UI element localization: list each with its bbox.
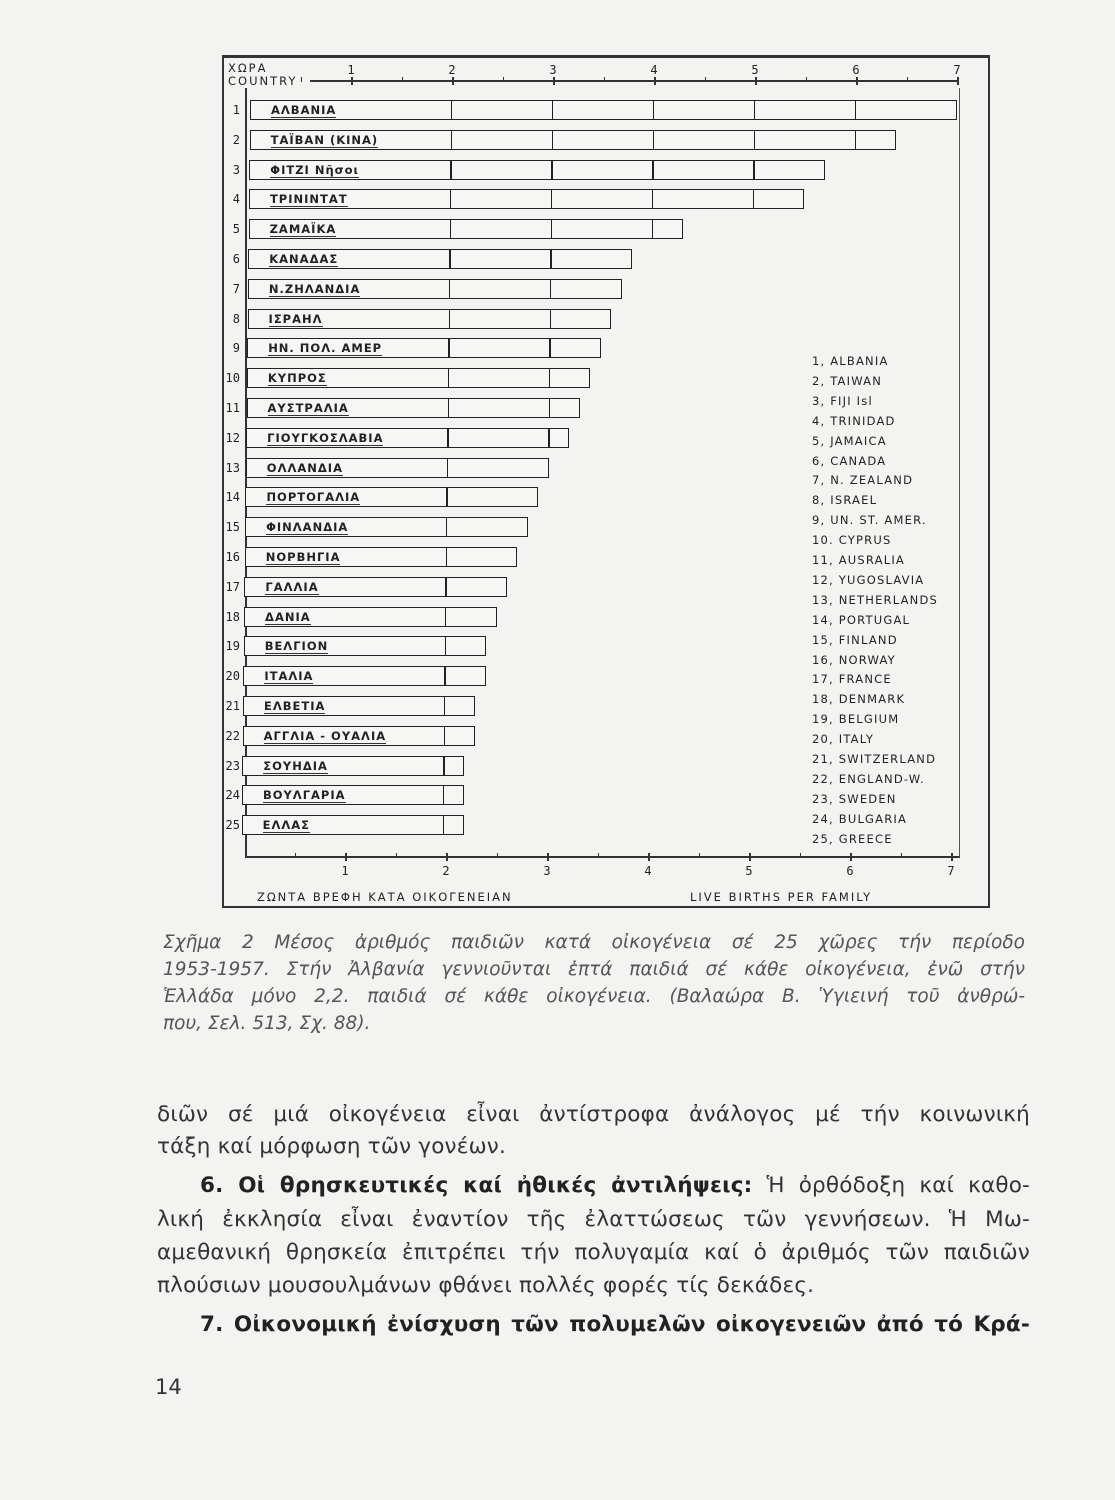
bar-17 <box>244 577 507 597</box>
top-axis-tick-label: 2 <box>448 63 456 77</box>
country-header-en: COUNTRY <box>228 74 298 88</box>
row-number: 24 <box>225 788 240 803</box>
x-axis-title-en: LIVE BIRTHS PER FAMILY <box>690 890 873 904</box>
top-axis-tick-label: 6 <box>852 63 860 77</box>
paragraph-7-heading <box>200 1312 1030 1337</box>
bar-9 <box>247 338 601 358</box>
row-number: 11 <box>225 401 240 415</box>
bar-segment-divider <box>447 429 448 447</box>
paragraph-7-heading-text: 7. Οἰκονομική ἐνίσχυση τῶν πολυμελῶν οἰκογενειῶν ἀπό τό Κρά- <box>200 1312 1030 1337</box>
bar-label: ΒΟΥΛΓΑΡΙΑ <box>262 788 346 803</box>
bar-24 <box>242 785 464 805</box>
bar-label: ΕΛΛΑΣ <box>262 818 311 833</box>
bar-16 <box>245 547 518 567</box>
bar-segment-divider <box>549 399 550 417</box>
top-axis-minor-tick <box>705 77 707 82</box>
bar-4 <box>249 189 805 209</box>
bar-22 <box>243 726 475 746</box>
bar-1 <box>250 100 957 120</box>
row-number: 23 <box>225 758 240 773</box>
bar-label: ΙΤΑΛΙΑ <box>264 669 314 684</box>
bar-label: ΙΣΡΑΗΛ <box>268 311 323 326</box>
bar-segment-divider <box>652 161 653 179</box>
bar-label: ΦΙΝΛΑΝΔΙΑ <box>266 520 349 535</box>
page-number: 14 <box>155 1375 182 1399</box>
bottom-axis-tick <box>749 853 751 861</box>
row-number: 12 <box>225 430 240 445</box>
row-number: 17 <box>225 579 240 594</box>
top-axis-tick <box>856 77 858 85</box>
bottom-axis-tick <box>850 853 852 861</box>
bar-label: ΣΟΥΗΔΙΑ <box>263 758 328 773</box>
bottom-axis-tick <box>547 853 549 861</box>
bar-segment-divider <box>549 339 550 357</box>
bottom-axis-minor-tick <box>598 853 600 858</box>
legend-item: 1, ALBANIA <box>812 354 889 368</box>
bar-label: ΑΥΣΤΡΑΛΙΑ <box>267 401 349 415</box>
bottom-axis-tick <box>446 853 448 861</box>
legend-item: 2, TAIWAN <box>812 373 883 388</box>
bar-label: ΓΑΛΛΙΑ <box>265 579 319 594</box>
legend-item: 12, YUGOSLAVIA <box>812 572 925 587</box>
bottom-axis-tick-label: 3 <box>543 864 551 878</box>
bar-segment-divider <box>449 280 450 298</box>
body-line: αμεθανική θρησκεία ἐπιτρέπει τήν πολυγαμία καί ὁ ἀριθμός τῶν παιδιῶν <box>157 1240 1030 1265</box>
bar-segment-divider <box>443 786 444 804</box>
bottom-axis-minor-tick <box>800 853 802 858</box>
top-axis-minor-tick <box>604 77 606 82</box>
bar-21 <box>243 696 475 716</box>
bar-8 <box>248 309 612 329</box>
bar-segment-divider <box>448 339 449 357</box>
bar-label: ΕΛΒΕΤΙΑ <box>264 699 326 713</box>
bar-segment-divider <box>445 608 446 626</box>
bar-label: ΤΑΪΒΑΝ (ΚΙΝΑ) <box>270 132 379 147</box>
bar-segment-divider <box>448 369 449 387</box>
legend-item: 4, TRINIDAD <box>812 413 896 428</box>
bar-segment-divider <box>446 488 447 506</box>
bar-segment-divider <box>449 310 450 328</box>
country-header <box>228 62 297 88</box>
bar-segment-divider <box>653 131 654 149</box>
bar-segment-divider <box>450 220 451 238</box>
bar-segment-divider <box>550 310 551 328</box>
bar-23 <box>242 756 464 776</box>
bar-segment-divider <box>450 161 451 179</box>
bottom-axis-tick <box>648 853 650 861</box>
row-number: 16 <box>225 550 240 564</box>
bar-segment-divider <box>448 399 449 417</box>
bar-segment-divider <box>446 518 447 536</box>
bar-label: ΠΟΡΤΟΓΑΛΙΑ <box>266 490 361 505</box>
bar-18 <box>244 607 497 627</box>
top-axis-minor-tick <box>806 77 808 82</box>
bar-segment-divider <box>449 250 450 268</box>
row-number: 7 <box>232 281 240 296</box>
bar-segment-divider <box>552 131 553 149</box>
bar-15 <box>245 517 528 537</box>
bar-segment-divider <box>753 161 754 179</box>
row-number: 18 <box>225 609 240 624</box>
row-number: 9 <box>232 341 240 356</box>
legend-item: 14, PORTUGAL <box>812 612 911 627</box>
bar-segment-divider <box>652 190 653 208</box>
bar-segment-divider <box>551 220 552 238</box>
legend-item: 13, NETHERLANDS <box>812 592 939 607</box>
bar-label: ΚΑΝΑΔΑΣ <box>269 252 339 266</box>
body-line: διῶν σέ μιά οἰκογένεια εἶναι ἀντίστροφα ἀνάλογος μέ τήν κοινωνική <box>157 1102 1030 1127</box>
caption-line: Σχῆμα 2 Μέσος ἀριθμός παιδιῶν κατά οἰκογένεια σέ 25 χῶρες τήν περίοδο <box>163 932 1025 953</box>
top-axis-minor-tick <box>503 77 505 82</box>
bar-label: ΦΙΤΖΙ Νῆσοι <box>270 162 359 177</box>
bar-5 <box>249 219 683 239</box>
row-number: 8 <box>232 311 240 326</box>
bar-7 <box>248 279 622 299</box>
bar-segment-divider <box>550 280 551 298</box>
bar-label: ΗΝ. ΠΟΛ. ΑΜΕΡ <box>268 341 383 356</box>
bottom-axis-tick-label: 6 <box>846 864 854 878</box>
bar-label: ΟΛΛΑΝΔΙΑ <box>266 460 343 475</box>
caption-line: Ἑλλάδα μόνο 2,2. παιδιά σέ κάθε οἰκογένεια. (Βαλαώρα Β. Ὑγιεινή τοῦ ἀνθρώ- <box>163 986 1025 1007</box>
bar-3 <box>249 160 825 180</box>
legend-item: 18, DENMARK <box>812 692 906 707</box>
row-number: 2 <box>232 132 240 147</box>
row-number: 4 <box>232 192 240 207</box>
bottom-axis-minor-tick <box>295 853 297 858</box>
top-axis-minor-tick <box>402 77 404 82</box>
country-header-gr: ΧΩΡΑ <box>228 61 268 75</box>
bottom-axis-minor-tick <box>901 853 903 858</box>
bottom-axis-tick-label: 7 <box>947 864 955 878</box>
bar-segment-divider <box>548 429 549 447</box>
top-axis-tick-label: 7 <box>953 63 961 77</box>
caption-line: 1953-1957. Στήν Ἀλβανία γεννιοῦνται ἑπτά παιδιά σέ κάθε οἰκογένεια, ἐνῶ στήν <box>163 959 1025 980</box>
legend-item: 22, ENGLAND-W. <box>812 771 925 786</box>
bar-segment-divider <box>447 459 448 477</box>
bar-label: ΒΕΛΓΙΟΝ <box>264 639 329 654</box>
bottom-axis-tick-label: 1 <box>341 864 349 878</box>
legend-item: 21, SWITZERLAND <box>812 752 937 766</box>
top-axis-tick <box>755 77 757 85</box>
legend-item: 9, UN. ST. AMER. <box>812 513 927 528</box>
caption-line: που, Σελ. 513, Σχ. 88). <box>163 1013 371 1034</box>
row-number: 10 <box>225 371 240 386</box>
top-axis-minor-tick <box>301 77 303 82</box>
legend-item: 8, ISRAEL <box>812 493 878 508</box>
legend-item: 5, JAMAICA <box>812 433 887 448</box>
top-axis-tick-label: 5 <box>751 63 759 77</box>
bar-label: ΝΟΡΒΗΓΙΑ <box>265 550 341 564</box>
bar-label: ΓΙΟΥΓΚΟΣΛΑΒΙΑ <box>267 430 384 445</box>
legend-item: 15, FINLAND <box>812 632 898 647</box>
bar-segment-divider <box>652 220 653 238</box>
bar-segment-divider <box>653 101 654 119</box>
bar-segment-divider <box>753 190 754 208</box>
bar-segment-divider <box>754 101 755 119</box>
top-axis-tick <box>553 77 555 85</box>
legend-item: 25, GREECE <box>812 831 893 846</box>
row-number: 19 <box>225 639 240 654</box>
legend-item: 16, NORWAY <box>812 652 896 667</box>
bar-segment-divider <box>551 161 552 179</box>
row-number: 6 <box>232 252 240 266</box>
row-number: 5 <box>232 222 240 237</box>
top-axis-tick <box>452 77 454 85</box>
bar-segment-divider <box>754 131 755 149</box>
row-number: 25 <box>225 818 240 833</box>
row-number: 22 <box>225 728 240 743</box>
top-axis-tick <box>654 77 656 85</box>
bar-segment-divider <box>552 101 553 119</box>
bar-label: ΖΑΜΑΪΚΑ <box>269 222 337 237</box>
row-number: 13 <box>225 460 240 475</box>
bar-segment-divider <box>444 667 445 685</box>
bottom-axis-tick-label: 5 <box>745 864 753 878</box>
bar-segment-divider <box>549 369 550 387</box>
paragraph-6-first-line <box>200 1173 1030 1198</box>
bar-segment-divider <box>855 101 856 119</box>
row-number: 15 <box>225 520 240 535</box>
bar-label: Ν.ΖΗΛΑΝΔΙΑ <box>268 281 361 296</box>
bar-segment-divider <box>445 578 446 596</box>
body-text-span: Ἡ ὀρθόδοξη καί καθο- <box>752 1173 1031 1198</box>
top-axis-tick <box>957 77 959 85</box>
legend-item: 20, ITALY <box>812 732 875 747</box>
top-axis-line <box>310 80 959 82</box>
bar-segment-divider <box>451 101 452 119</box>
row-number: 3 <box>232 162 240 177</box>
legend-item: 10. CYPRUS <box>812 533 892 548</box>
bottom-axis-minor-tick <box>497 853 499 858</box>
bar-label: ΑΓΓΛΙΑ - ΟΥΑΛΙΑ <box>263 728 387 743</box>
bar-11 <box>247 398 580 418</box>
top-axis-tick <box>351 77 353 85</box>
row-number: 1 <box>232 103 240 117</box>
top-axis-tick-label: 1 <box>347 63 355 77</box>
body-line: πλούσιων μουσουλμάνων φθάνει πολλές φορές τίς δεκάδες. <box>157 1273 815 1298</box>
bar-segment-divider <box>443 757 444 775</box>
bar-segment-divider <box>443 816 444 834</box>
legend-item: 3, FIJI Isl <box>812 393 873 408</box>
bar-12 <box>246 428 569 448</box>
bar-6 <box>248 249 632 269</box>
body-line: λική ἐκκλησία εἶναι ἐναντίον τῆς ἐλαττώσεως τῶν γεννήσεων. Ἡ Μω- <box>157 1207 1030 1232</box>
bar-25 <box>242 815 464 835</box>
bar-segment-divider <box>855 131 856 149</box>
legend-item: 24, BULGARIA <box>812 811 908 826</box>
top-axis-tick-label: 3 <box>549 63 557 77</box>
bottom-axis-tick-label: 4 <box>644 864 652 878</box>
bar-segment-divider <box>451 131 452 149</box>
bar-label: ΑΛΒΑΝΙΑ <box>271 103 337 117</box>
row-number: 14 <box>225 490 240 505</box>
body-line: τάξη καί μόρφωση τῶν γονέων. <box>157 1134 507 1159</box>
row-number: 21 <box>225 699 240 713</box>
legend-item: 7, N. ZEALAND <box>812 473 914 488</box>
bar-label: ΔΑΝΙΑ <box>265 609 311 624</box>
bar-segment-divider <box>550 250 551 268</box>
bar-segment-divider <box>444 727 445 745</box>
bottom-axis-tick-label: 2 <box>442 864 450 878</box>
bottom-axis-minor-tick <box>699 853 701 858</box>
legend-item: 11, AUSRALIA <box>812 553 905 567</box>
bottom-axis-minor-tick <box>396 853 398 858</box>
bar-19 <box>244 636 486 656</box>
bar-segment-divider <box>444 697 445 715</box>
bottom-axis-tick <box>951 853 953 861</box>
legend-item: 19, BELGIUM <box>812 712 900 727</box>
row-number: 20 <box>225 669 240 684</box>
bar-label: ΤΡΙΝΙΝΤΑΤ <box>269 192 348 207</box>
bar-14 <box>245 487 538 507</box>
x-axis-title-gr: ΖΩΝΤΑ ΒΡΕΦΗ ΚΑΤΑ ΟΙΚΟΓΕΝΕΙΑΝ <box>257 890 513 904</box>
bar-13 <box>246 458 549 478</box>
legend-item: 17, FRANCE <box>812 672 892 687</box>
bar-20 <box>243 666 485 686</box>
bottom-axis-tick <box>345 853 347 861</box>
bar-segment-divider <box>450 190 451 208</box>
bar-10 <box>247 368 590 388</box>
top-axis-minor-tick <box>907 77 909 82</box>
legend-item: 23, SWEDEN <box>812 791 897 806</box>
bar-segment-divider <box>551 190 552 208</box>
bar-segment-divider <box>445 637 446 655</box>
bar-label: ΚΥΠΡΟΣ <box>267 371 327 386</box>
top-axis-tick-label: 4 <box>650 63 658 77</box>
paragraph-6-heading: 6. Οἱ θρησκευτικές καί ἠθικές ἀντιλήψεις: <box>200 1173 753 1198</box>
bar-segment-divider <box>446 548 447 566</box>
legend-item: 6, CANADA <box>812 453 887 468</box>
bar-2 <box>250 130 896 150</box>
